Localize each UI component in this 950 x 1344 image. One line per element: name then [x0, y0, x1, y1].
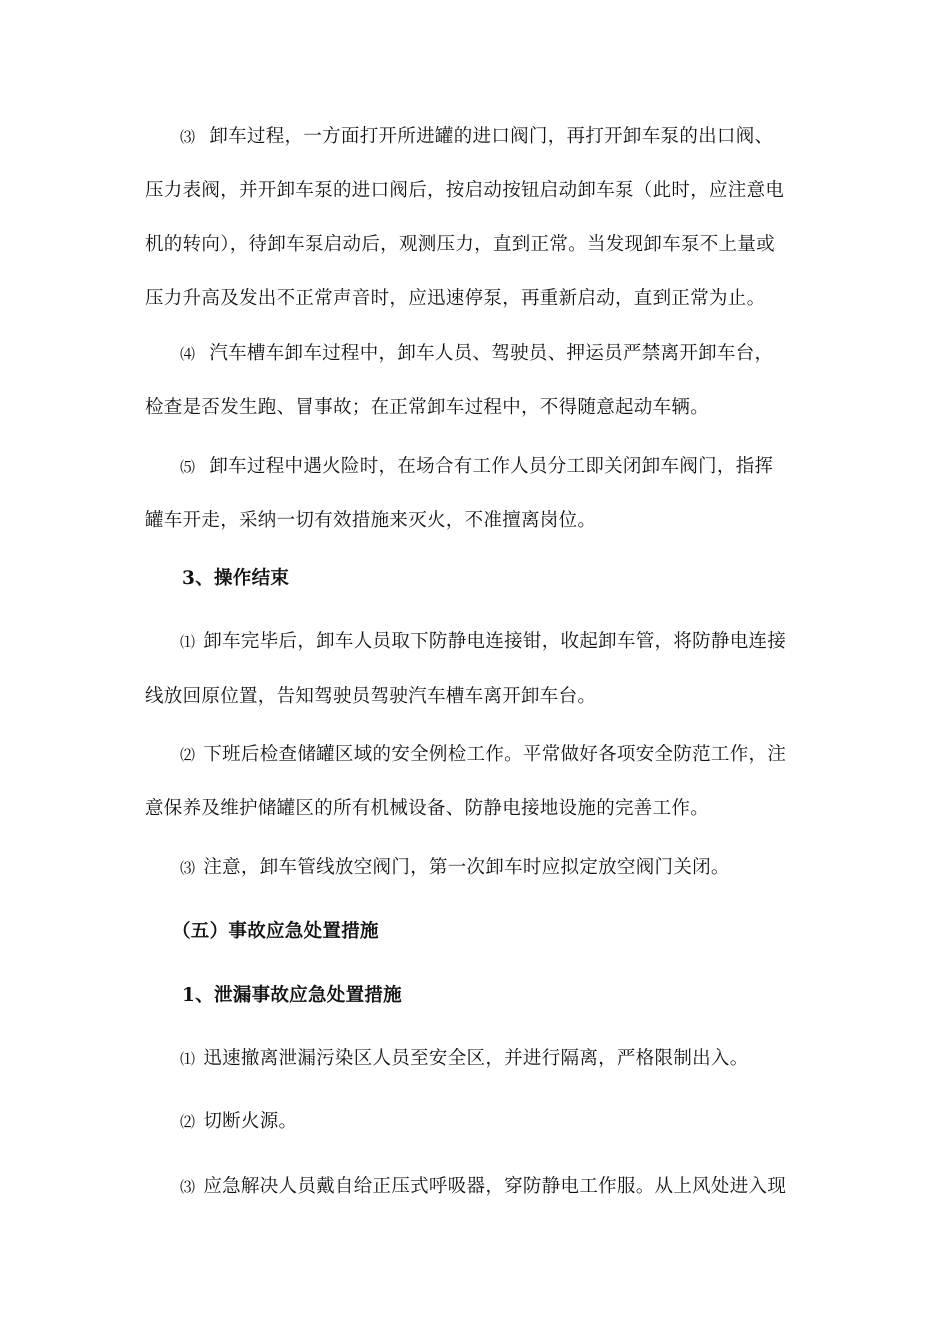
- list-marker: ⑶: [180, 859, 196, 877]
- paragraph-line: 压力升高及发出不正常声音时，应迅速停泵，再重新启动，直到正常为止。: [145, 288, 766, 309]
- paragraph-line: [180, 856, 730, 880]
- text: 卸车过程，一方面打开所进罐的进口阀门，再打开卸车泵的出口阀、: [209, 126, 774, 147]
- paragraph-line: 检查是否发生跑、冒事故；在正常卸车过程中，不得随意起动车辆。: [145, 397, 710, 418]
- list-marker: ⑵: [180, 1113, 196, 1131]
- list-marker: ⑴: [180, 1050, 196, 1068]
- list-marker: ⑵: [180, 746, 196, 764]
- list-marker: ⑷: [180, 345, 196, 363]
- list-marker: ⑶: [180, 128, 196, 146]
- paragraph-line: [180, 1047, 749, 1071]
- text: 应急解决人员戴自给正压式呼吸器，穿防静电工作服。从上风处进入现: [203, 1176, 787, 1197]
- list-marker: ⑶: [180, 1178, 196, 1196]
- paragraph-line: [180, 342, 773, 366]
- text: 卸车过程中遇火险时，在场合有工作人员分工即关闭卸车阀门，指挥: [209, 456, 774, 477]
- paragraph-line: [180, 1175, 786, 1199]
- paragraph-line: [180, 630, 786, 654]
- section-heading: 3、操作结束: [182, 568, 290, 589]
- section-heading: （五）事故应急处置措施: [172, 921, 379, 942]
- text: 卸车完毕后，卸车人员取下防静电连接钳，收起卸车管，将防静电连接: [203, 631, 787, 652]
- list-marker: ⑴: [180, 633, 196, 651]
- text: 切断火源。: [203, 1111, 298, 1132]
- paragraph-line: [180, 743, 786, 767]
- text: 汽车槽车卸车过程中，卸车人员、驾驶员、押运员严禁离开卸车台，: [209, 343, 774, 364]
- paragraph-line: [180, 455, 773, 479]
- text: 注意，卸车管线放空阀门，第一次卸车时应拟定放空阀门关闭。: [203, 857, 730, 878]
- paragraph-line: 压力表阀，并开卸车泵的进口阀后，按启动按钮启动卸车泵（此时，应注意电: [145, 180, 785, 201]
- list-marker: ⑸: [180, 458, 196, 476]
- paragraph-line: 罐车开走，采纳一切有效措施来灭火，不准擅离岗位。: [145, 510, 597, 531]
- paragraph-line: [180, 1110, 297, 1134]
- paragraph-line: 线放回原位置，告知驾驶员驾驶汽车槽车离开卸车台。: [145, 686, 597, 707]
- paragraph-line: 意保养及维护储罐区的所有机械设备、防静电接地设施的完善工作。: [145, 798, 710, 819]
- paragraph-line: 机的转向），待卸车泵启动后，观测压力，直到正常。当发现卸车泵不上量或: [145, 234, 775, 255]
- subsection-heading: 1、泄漏事故应急处置措施: [182, 985, 402, 1006]
- text: 迅速撤离泄漏污染区人员至安全区，并进行隔离，严格限制出入。: [203, 1048, 749, 1069]
- paragraph-line: [180, 125, 773, 149]
- text: 下班后检查储罐区域的安全例检工作。平常做好各项安全防范工作，注: [203, 744, 787, 765]
